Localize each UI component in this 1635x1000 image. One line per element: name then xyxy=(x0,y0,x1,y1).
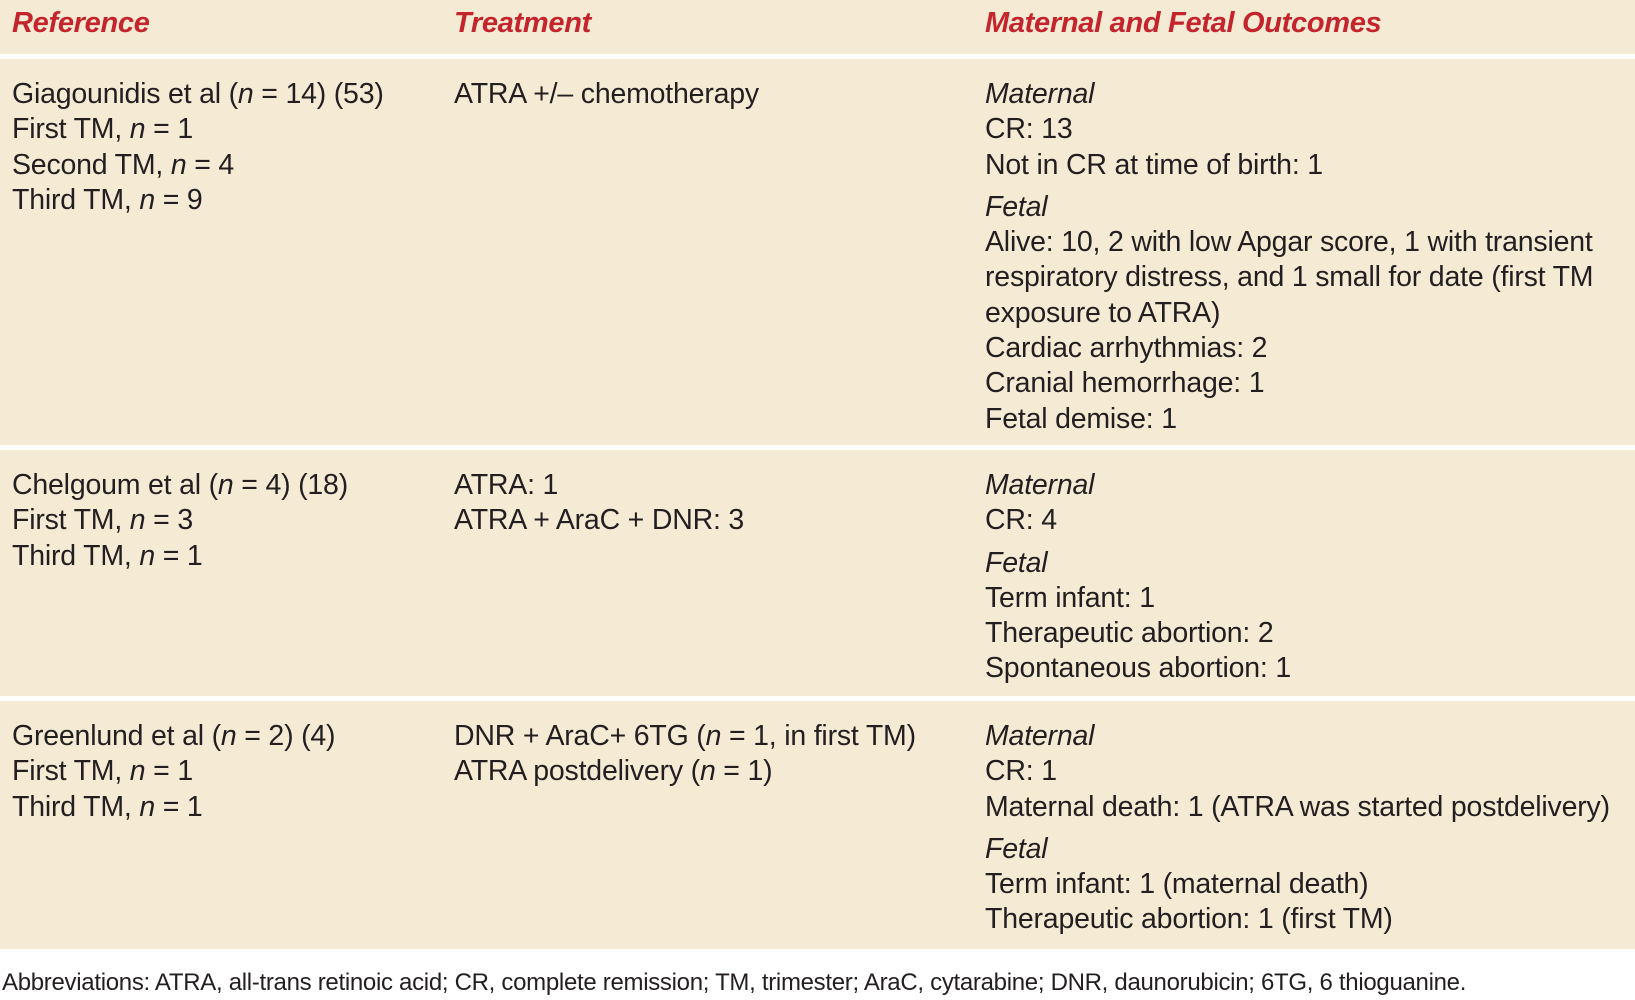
reference-cell xyxy=(12,77,384,218)
fetal-label: Fetal xyxy=(985,546,1048,579)
outcome-line: exposure to ATRA) xyxy=(985,296,1221,329)
treatment-line: ATRA +/– chemotherapy xyxy=(454,78,759,110)
table-row xyxy=(0,59,1635,450)
outcome-line: Therapeutic abortion: 2 xyxy=(985,617,1274,650)
treatment-line: ATRA + AraC + DNR: 3 xyxy=(454,504,745,537)
reference-title: Giagounidis et al (n = 14) (53) xyxy=(12,78,384,110)
maternal-label: Maternal xyxy=(985,469,1095,501)
outcome-line: Spontaneous abortion: 1 xyxy=(985,652,1291,685)
reference-cell xyxy=(12,468,348,574)
outcomes-cell xyxy=(985,468,1291,687)
outcome-line: Term infant: 1 (maternal death) xyxy=(985,868,1369,901)
trimester-line: First TM, n = 3 xyxy=(12,504,193,537)
outcome-line: respiratory distress, and 1 small for date (first TM xyxy=(985,261,1594,294)
outcome-line: Cranial hemorrhage: 1 xyxy=(985,367,1265,400)
treatment-line: ATRA postdelivery (n = 1) xyxy=(454,755,773,788)
outcomes-cell xyxy=(985,719,1610,938)
outcome-line: Cardiac arrhythmias: 2 xyxy=(985,332,1268,365)
trimester-line: First TM, n = 1 xyxy=(12,113,193,146)
outcomes-cell xyxy=(985,77,1593,437)
trimester-line: Third TM, n = 1 xyxy=(12,790,203,823)
header-outcomes: Maternal and Fetal Outcomes xyxy=(985,7,1382,39)
fetal-label: Fetal xyxy=(985,832,1048,865)
maternal-label: Maternal xyxy=(985,78,1095,110)
outcome-line: Fetal demise: 1 xyxy=(985,402,1177,435)
outcome-line: CR: 1 xyxy=(985,755,1057,788)
treatment-cell xyxy=(454,719,916,790)
header-reference: Reference xyxy=(12,7,150,39)
header-treatment: Treatment xyxy=(454,7,591,39)
treatment-cell xyxy=(454,468,744,539)
table-row xyxy=(0,701,1635,949)
table-header xyxy=(0,0,1635,59)
outcome-line: CR: 13 xyxy=(985,113,1073,146)
table-row xyxy=(0,450,1635,701)
trimester-line: First TM, n = 1 xyxy=(12,755,193,788)
reference-cell xyxy=(12,719,335,825)
maternal-label: Maternal xyxy=(985,720,1095,752)
reference-title: Greenlund et al (n = 2) (4) xyxy=(12,720,336,752)
outcome-line: Not in CR at time of birth: 1 xyxy=(985,148,1323,181)
outcome-line: Therapeutic abortion: 1 (first TM) xyxy=(985,903,1393,936)
trimester-line: Second TM, n = 4 xyxy=(12,148,235,181)
treatment-cell xyxy=(454,77,759,112)
treatment-line: DNR + AraC+ 6TG (n = 1, in first TM) xyxy=(454,720,916,752)
outcome-line: Term infant: 1 xyxy=(985,581,1155,614)
table-footnote: Abbreviations: ATRA, all-trans retinoic acid; CR, complete remission; TM, trimester; AraC, cytarabine; DNR, daunorubicin; 6TG, 6 thioguanine. xyxy=(2,969,1467,996)
trimester-line: Third TM, n = 9 xyxy=(12,183,203,216)
fetal-label: Fetal xyxy=(985,190,1048,223)
outcome-line: Maternal death: 1 (ATRA was started postdelivery) xyxy=(985,790,1610,823)
treatment-line: ATRA: 1 xyxy=(454,469,559,501)
outcome-line: CR: 4 xyxy=(985,504,1057,537)
outcome-line: Alive: 10, 2 with low Apgar score, 1 with transient xyxy=(985,226,1593,259)
reference-title: Chelgoum et al (n = 4) (18) xyxy=(12,469,348,501)
trimester-line: Third TM, n = 1 xyxy=(12,539,203,572)
